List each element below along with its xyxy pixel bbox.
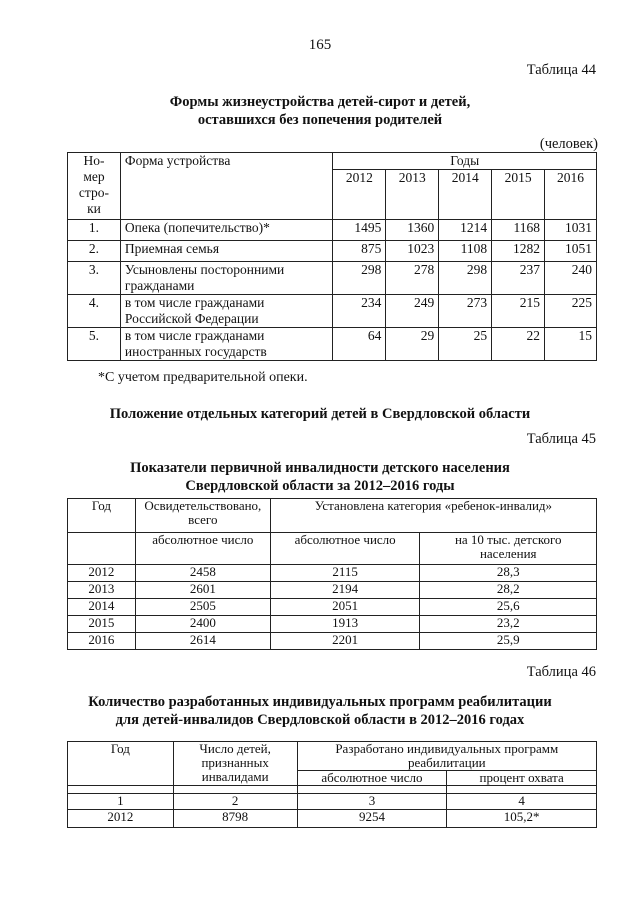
subheader-per10k bbox=[420, 533, 597, 565]
cell-value: 249 bbox=[386, 295, 439, 328]
table46-title bbox=[0, 693, 640, 729]
table45-label: Таблица 45 bbox=[526, 431, 596, 447]
cell-value: 25,9 bbox=[420, 633, 597, 650]
cell-value: 1495 bbox=[333, 220, 386, 241]
table44-title bbox=[0, 93, 640, 129]
header-line: инвалидами bbox=[201, 769, 269, 784]
cell-value: 298 bbox=[439, 262, 492, 295]
column-number: 3 bbox=[297, 794, 447, 810]
column-number: 1 bbox=[68, 794, 174, 810]
table44-title-line1: Формы жизнеустройства детей-сирот и детей, bbox=[169, 94, 471, 110]
header-line: населения bbox=[479, 546, 537, 561]
table45-header-row bbox=[68, 499, 597, 533]
cell-value: 225 bbox=[545, 295, 597, 328]
table46-label: Таблица 46 bbox=[526, 664, 596, 680]
cell-value: 2400 bbox=[135, 616, 270, 633]
table-row bbox=[68, 565, 597, 582]
subheader-abs: абсолютное число bbox=[135, 533, 270, 565]
row-form-line: гражданами bbox=[124, 278, 195, 293]
cell-value: 22 bbox=[492, 328, 545, 361]
header-rownum-line: мер bbox=[83, 169, 105, 184]
table44-label: Таблица 44 bbox=[526, 62, 596, 78]
cell-year: 2015 bbox=[68, 616, 136, 633]
cell-value: 875 bbox=[333, 241, 386, 262]
cell-year: 2014 bbox=[68, 599, 136, 616]
cell-value: 15 bbox=[545, 328, 597, 361]
year-header: 2015 bbox=[492, 170, 545, 220]
cell-value: 1282 bbox=[492, 241, 545, 262]
table44-header-form: Форма устройства bbox=[120, 153, 333, 220]
cell-year: 2012 bbox=[68, 565, 136, 582]
table-row bbox=[68, 328, 597, 361]
table45-title bbox=[0, 459, 640, 495]
header-line: Разработано индивидуальных программ bbox=[335, 741, 559, 756]
row-number: 2. bbox=[68, 241, 121, 262]
header-line: реабилитации bbox=[407, 755, 486, 770]
cell-value: 2201 bbox=[270, 633, 420, 650]
row-number: 3. bbox=[68, 262, 121, 295]
row-form bbox=[120, 295, 333, 328]
table44-footnote: *С учетом предварительной опеки. bbox=[98, 370, 308, 385]
cell-value: 2614 bbox=[135, 633, 270, 650]
cell-value: 2505 bbox=[135, 599, 270, 616]
table46-header-children bbox=[173, 742, 297, 786]
cell-value: 240 bbox=[545, 262, 597, 295]
cell-value: 1913 bbox=[270, 616, 420, 633]
cell-value: 2115 bbox=[270, 565, 420, 582]
row-form-line: в том числе гражданами bbox=[124, 328, 265, 343]
row-form: Опека (попечительство)* bbox=[120, 220, 333, 241]
year-header: 2012 bbox=[333, 170, 386, 220]
cell-value: 29 bbox=[386, 328, 439, 361]
subheader-coverage: процент охвата bbox=[447, 771, 597, 786]
row-form-line: иностранных государств bbox=[124, 344, 267, 359]
table-row bbox=[68, 599, 597, 616]
cell-value: 1051 bbox=[545, 241, 597, 262]
table46 bbox=[67, 741, 597, 828]
cell-value: 2051 bbox=[270, 599, 420, 616]
column-number: 2 bbox=[173, 794, 297, 810]
cell-value: 1031 bbox=[545, 220, 597, 241]
table45-title-line2: Свердловской области за 2012–2016 годы bbox=[185, 478, 455, 494]
table46-header-programs bbox=[297, 742, 596, 771]
cell-value: 28,3 bbox=[420, 565, 597, 582]
cell-value: 25 bbox=[439, 328, 492, 361]
section-heading: Положение отдельных категорий детей в Свердловской области bbox=[109, 406, 531, 422]
table44-header-years: Годы bbox=[333, 153, 597, 170]
table46-colnum-row bbox=[68, 794, 597, 810]
header-rownum-line: Но- bbox=[83, 153, 105, 168]
header-line: на 10 тыс. детского bbox=[454, 532, 562, 547]
table-row bbox=[68, 220, 597, 241]
cell-year: 2013 bbox=[68, 582, 136, 599]
row-number: 1. bbox=[68, 220, 121, 241]
table46-header-row bbox=[68, 742, 597, 771]
cell-value: 1108 bbox=[439, 241, 492, 262]
cell-year: 2012 bbox=[68, 810, 174, 828]
header-rownum-line: стро- bbox=[78, 185, 109, 200]
row-number: 5. bbox=[68, 328, 121, 361]
cell-value: 1168 bbox=[492, 220, 545, 241]
table44-header-rownum bbox=[68, 153, 121, 220]
cell-value: 1214 bbox=[439, 220, 492, 241]
table-row bbox=[68, 241, 597, 262]
row-form: Приемная семья bbox=[120, 241, 333, 262]
cell-value: 1360 bbox=[386, 220, 439, 241]
table45-header-category: Установлена категория «ребенок-инвалид» bbox=[270, 499, 596, 533]
header-line: всего bbox=[188, 512, 218, 527]
cell-value: 23,2 bbox=[420, 616, 597, 633]
subheader-abs: абсолютное число bbox=[270, 533, 420, 565]
table45-subheader-row bbox=[68, 533, 597, 565]
row-form bbox=[120, 328, 333, 361]
table44-header-row bbox=[68, 153, 597, 170]
cell-value: 215 bbox=[492, 295, 545, 328]
table46-title-line1: Количество разработанных индивидуальных программ реабилитации bbox=[88, 694, 552, 710]
table45-header-year: Год bbox=[68, 499, 136, 533]
cell-value: 278 bbox=[386, 262, 439, 295]
table-row bbox=[68, 295, 597, 328]
year-header: 2016 bbox=[545, 170, 597, 220]
cell-value: 1023 bbox=[386, 241, 439, 262]
table45 bbox=[67, 498, 597, 650]
year-header: 2013 bbox=[386, 170, 439, 220]
table46-title-line2: для детей-инвалидов Свердловской области в 2012–2016 годах bbox=[115, 712, 525, 728]
table46-header-year: Год bbox=[68, 742, 174, 786]
cell-value: 28,2 bbox=[420, 582, 597, 599]
cell-value: 234 bbox=[333, 295, 386, 328]
header-rownum-line: ки bbox=[87, 201, 101, 216]
cell-value: 2194 bbox=[270, 582, 420, 599]
cell-value: 105,2* bbox=[447, 810, 597, 828]
table-row bbox=[68, 616, 597, 633]
cell-value: 2601 bbox=[135, 582, 270, 599]
table44 bbox=[67, 152, 597, 361]
cell-value: 237 bbox=[492, 262, 545, 295]
table-row bbox=[68, 582, 597, 599]
cell-value: 25,6 bbox=[420, 599, 597, 616]
cell-value: 9254 bbox=[297, 810, 447, 828]
table46-spacer-row bbox=[68, 786, 597, 794]
table44-unit: (человек) bbox=[539, 136, 598, 152]
header-line: признанных bbox=[201, 755, 269, 770]
empty-cell bbox=[68, 533, 136, 565]
table-row bbox=[68, 633, 597, 650]
table-row bbox=[68, 262, 597, 295]
cell-year: 2016 bbox=[68, 633, 136, 650]
cell-value: 8798 bbox=[173, 810, 297, 828]
row-form-line: Российской Федерации bbox=[124, 311, 259, 326]
subheader-abs: абсолютное число bbox=[297, 771, 447, 786]
row-number: 4. bbox=[68, 295, 121, 328]
header-line: Освидетельствовано, bbox=[144, 498, 262, 513]
row-form-line: Усыновлены посторонними bbox=[124, 262, 285, 277]
page-number: 165 bbox=[308, 37, 332, 53]
column-number: 4 bbox=[447, 794, 597, 810]
year-header: 2014 bbox=[439, 170, 492, 220]
table45-title-line1: Показатели первичной инвалидности детского населения bbox=[130, 460, 510, 476]
row-form-line: в том числе гражданами bbox=[124, 295, 265, 310]
header-line: Число детей, bbox=[199, 741, 271, 756]
cell-value: 64 bbox=[333, 328, 386, 361]
cell-value: 273 bbox=[439, 295, 492, 328]
cell-value: 298 bbox=[333, 262, 386, 295]
table45-header-examined bbox=[135, 499, 270, 533]
row-form bbox=[120, 262, 333, 295]
cell-value: 2458 bbox=[135, 565, 270, 582]
table44-title-line2: оставшихся без попечения родителей bbox=[197, 112, 443, 128]
table-row bbox=[68, 810, 597, 828]
